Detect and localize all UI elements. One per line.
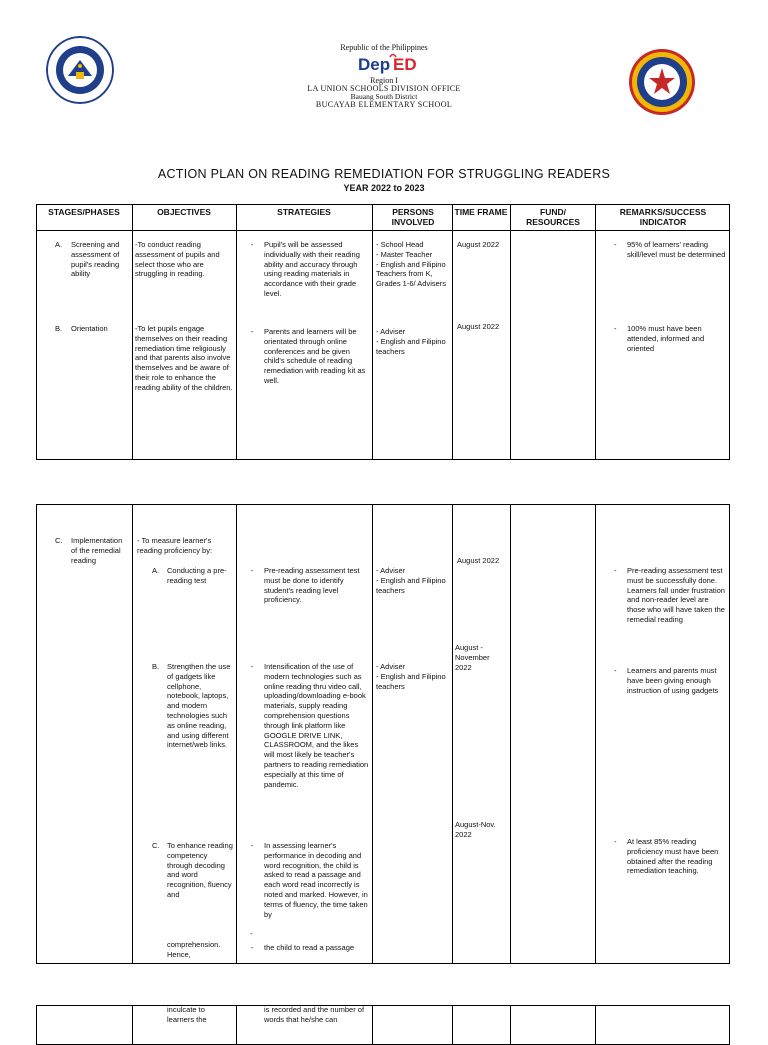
objective-c-sub-c-cont: comprehension. Hence, bbox=[167, 940, 221, 959]
col-divider bbox=[452, 204, 453, 460]
col-divider bbox=[595, 1005, 596, 1045]
col-divider bbox=[452, 1005, 453, 1045]
bullet: - bbox=[251, 943, 254, 952]
stage-marker: B. bbox=[55, 324, 63, 333]
col-divider bbox=[510, 1005, 511, 1045]
column-header-remarks: REMARKS/SUCCESS INDICATOR bbox=[619, 207, 707, 227]
strategy-d-cont: is recorded and the number of words that he/she can bbox=[264, 1005, 365, 1024]
objective-b: -To let pupils engage themselves on their reading remediation time religiously and that parents also involve themselves and be aware of their role to enhance the reading ability of the children. bbox=[135, 324, 233, 392]
col-divider bbox=[132, 504, 133, 964]
remark-c-2: Learners and parents must have been giving enough instruction of using gadgets bbox=[627, 666, 719, 695]
col-divider bbox=[510, 504, 511, 964]
objective-d-cont: inculcate to learners the bbox=[167, 1005, 207, 1024]
header-school: BUCAYAB ELEMENTARY SCHOOL bbox=[315, 100, 453, 109]
col-divider bbox=[595, 204, 596, 460]
col-divider bbox=[452, 504, 453, 964]
column-header-fund: FUND/ RESOURCES bbox=[526, 207, 580, 227]
header-republic: Republic of the Philippines bbox=[340, 43, 428, 52]
remark-c-3: At least 85% reading proficiency must have been obtained after the reading remediation teaching. bbox=[627, 837, 719, 876]
table-3-frame bbox=[36, 1005, 730, 1045]
persons-c-1: - Adviser - English and Filipino teachers bbox=[376, 566, 446, 595]
remark-c-1: Pre-reading assessment test must be successfully done. Learners fall under frustration and non-reader level are those who will have taken the remedial reading bbox=[627, 566, 725, 624]
column-header-persons: PERSONS INVOLVED bbox=[391, 207, 435, 227]
stage-c: Implementation of the remedial reading bbox=[71, 536, 123, 565]
column-header-objectives: OBJECTIVES bbox=[157, 207, 211, 217]
bullet: - bbox=[614, 324, 617, 333]
remark-a: 95% of learners' reading skill/level must be determined bbox=[627, 240, 726, 259]
time-c-2: August - November 2022 bbox=[455, 643, 490, 672]
stage-marker: C. bbox=[55, 536, 63, 545]
strategy-c-1: Pre-reading assessment test must be done to identify student's reading level proficiency. bbox=[264, 566, 360, 605]
bullet: - bbox=[251, 240, 254, 249]
objective-c-sub-b: Strengthen the use of gadgets like cellphone, notebook, laptops, and modern technologies such as online reading, and using different internet/web links. bbox=[167, 662, 231, 750]
svg-text:ED: ED bbox=[393, 55, 417, 74]
column-header-strategies: STRATEGIES bbox=[277, 207, 331, 217]
sub-marker: C. bbox=[152, 841, 160, 850]
bullet: - bbox=[614, 566, 617, 575]
objective-c-intro: - To measure learner's reading proficiency by: bbox=[137, 536, 213, 555]
column-header-stages: STAGES/PHASES bbox=[48, 207, 120, 217]
time-c-3: August-Nov. 2022 bbox=[455, 820, 496, 839]
col-divider bbox=[595, 504, 596, 964]
bullet: - bbox=[614, 666, 617, 675]
persons-a: - School Head - Master Teacher - English and Filipino Teachers from K, Grades 1-6/ Advisers bbox=[376, 240, 447, 289]
objective-c-sub-c: To enhance reading competency through decoding and word recognition, fluency and bbox=[167, 841, 233, 899]
bullet: - bbox=[251, 662, 254, 671]
persons-c-2: - Adviser - English and Filipino teachers bbox=[376, 662, 446, 691]
time-c-1: August 2022 bbox=[457, 556, 500, 565]
bullet: - bbox=[614, 240, 617, 249]
strategy-c-2: Intensification of the use of modern technologies such as online reading thru video call, uploading/downloading e-book materials, supply reading comprehension questions through link platform like GOOGLE DRIVE LINK, CLASSROOM, and the likes will most likely be teacher's partners to reading remediation especially at this time of pandemic. bbox=[264, 662, 369, 789]
sub-marker: B. bbox=[152, 662, 160, 671]
time-a: August 2022 bbox=[457, 240, 500, 249]
document-subtitle: YEAR 2022 to 2023 bbox=[343, 183, 425, 193]
col-divider bbox=[372, 204, 373, 460]
col-divider bbox=[372, 504, 373, 964]
svg-text:Dep: Dep bbox=[358, 55, 391, 74]
col-divider bbox=[236, 1005, 237, 1045]
objective-c-sub-a: Conducting a pre-reading test bbox=[167, 566, 227, 585]
time-b: August 2022 bbox=[457, 322, 500, 331]
bullet: - bbox=[251, 327, 254, 336]
sub-marker: A. bbox=[152, 566, 160, 575]
deped-logo-icon bbox=[356, 53, 442, 74]
col-divider bbox=[372, 1005, 373, 1045]
column-header-time-frame: TIME FRAME bbox=[454, 207, 508, 217]
col-divider bbox=[132, 1005, 133, 1045]
stage-a: Screening and assessment of pupil's reading ability bbox=[71, 240, 120, 279]
col-divider bbox=[236, 504, 237, 964]
bullet: - bbox=[250, 929, 253, 938]
persons-b: - Adviser - English and Filipino teachers bbox=[376, 327, 446, 356]
bullet: - bbox=[251, 566, 254, 575]
col-divider bbox=[132, 204, 133, 460]
table-1-header-divider bbox=[36, 230, 730, 231]
strategy-c-4: the child to read a passage bbox=[264, 943, 355, 952]
col-divider bbox=[236, 204, 237, 460]
header-district: Bauang South District bbox=[350, 92, 418, 101]
strategy-c-3: In assessing learner's performance in decoding and word recognition, the child is asked to read a passage and each word read incorrectly is noted and marked. However, in terms of fluency, the time taken by bbox=[264, 841, 368, 919]
header-region: Region I bbox=[370, 76, 398, 85]
objective-a: -To conduct reading assessment of pupils and select those who are struggling in reading. bbox=[135, 240, 220, 279]
strategy-a: Pupil's will be assessed individually with their reading ability and accuracy through using reading materials in accordance with their grade level. bbox=[264, 240, 360, 298]
header-division: LA UNION SCHOOLS DIVISION OFFICE bbox=[307, 84, 461, 93]
bullet: - bbox=[614, 837, 617, 846]
stage-b: Orientation bbox=[71, 324, 108, 333]
strategy-b: Parents and learners will be orientated through online conferences and be given child's schedule of reading remediation with reading kit as well. bbox=[264, 327, 366, 385]
col-divider bbox=[510, 204, 511, 460]
stage-marker: A. bbox=[55, 240, 63, 249]
remark-b: 100% must have been attended, informed and oriented bbox=[627, 324, 705, 353]
bullet: - bbox=[251, 841, 254, 850]
document-title: ACTION PLAN ON READING REMEDIATION FOR STRUGGLING READERS bbox=[157, 167, 611, 181]
